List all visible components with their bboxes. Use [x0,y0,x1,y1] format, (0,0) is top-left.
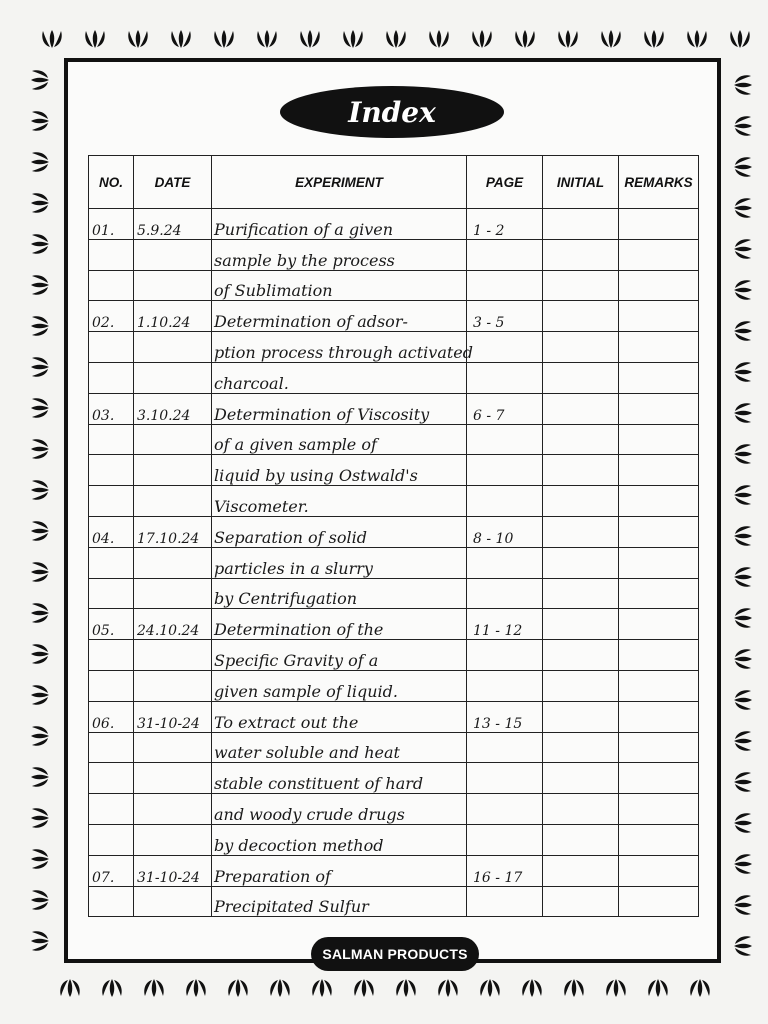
cell-initial [543,763,619,794]
table-row [89,486,699,517]
cell-remarks [619,362,699,393]
cell-initial [543,393,619,424]
cell-experiment: charcoal. [212,362,467,393]
tulip-ornament-icon [734,198,752,217]
cell-no [89,578,134,609]
cell-remarks [619,301,699,332]
tulip-ornament-icon [734,936,752,955]
tulip-ornament-icon [102,979,121,997]
tulip-ornament-icon [734,895,752,914]
tulip-ornament-icon [515,30,534,48]
cell-experiment: by decoction method [212,824,467,855]
footer-brand: SALMAN PRODUCTS [322,946,468,962]
header-date: DATE [134,156,212,209]
cell-page [467,332,543,363]
tulip-ornament-icon [690,979,709,997]
tulip-ornament-icon [214,30,233,48]
tulip-ornament-icon [730,30,749,48]
cell-experiment: Viscometer. [212,486,467,517]
tulip-ornament-icon [128,30,147,48]
cell-date [134,486,212,517]
tulip-ornament-icon [186,979,205,997]
cell-no: 03. [89,393,134,424]
cell-page [467,547,543,578]
cell-initial [543,516,619,547]
cell-initial [543,794,619,825]
cell-page [467,886,543,917]
tulip-ornament-icon [228,979,247,997]
cell-remarks [619,855,699,886]
tulip-ornament-icon [438,979,457,997]
tulip-ornament-icon [429,30,448,48]
cell-date [134,578,212,609]
cell-experiment: Specific Gravity of a [212,640,467,671]
cell-date [134,824,212,855]
tulip-ornament-icon [734,75,752,94]
table-row [89,763,699,794]
table-row [89,824,699,855]
tulip-ornament-icon [171,30,190,48]
footer-brand-banner [311,937,479,971]
cell-experiment: Determination of the [212,609,467,640]
tulip-ornament-icon [31,931,49,950]
cell-initial [543,424,619,455]
tulip-ornament-icon [734,772,752,791]
table-row [89,332,699,363]
cell-no [89,362,134,393]
tulip-ornament-icon [734,854,752,873]
cell-page [467,486,543,517]
cell-no: 02. [89,301,134,332]
cell-date [134,362,212,393]
cell-date [134,670,212,701]
cell-date [134,455,212,486]
table-row [89,640,699,671]
tulip-ornament-icon [558,30,577,48]
cell-page [467,424,543,455]
cell-remarks [619,794,699,825]
tulip-ornament-icon [31,111,49,130]
tulip-ornament-icon [734,731,752,750]
cell-remarks [619,516,699,547]
tulip-ornament-icon [564,979,583,997]
cell-experiment: Purification of a given [212,209,467,240]
cell-experiment: Determination of adsor- [212,301,467,332]
tulip-ornament-icon [31,234,49,253]
page-title: Index [348,95,436,129]
cell-page [467,763,543,794]
cell-date: 31-10-24 [134,701,212,732]
cell-experiment: To extract out the [212,701,467,732]
cell-initial [543,270,619,301]
cell-initial [543,609,619,640]
cell-initial [543,578,619,609]
cell-no [89,332,134,363]
cell-date: 31-10-24 [134,855,212,886]
cell-page [467,455,543,486]
cell-date: 17.10.24 [134,516,212,547]
cell-date: 1.10.24 [134,301,212,332]
cell-initial [543,855,619,886]
table-row [89,424,699,455]
tulip-ornament-icon [734,813,752,832]
tulip-ornament-icon [734,239,752,258]
cell-date [134,886,212,917]
tulip-ornament-icon [31,357,49,376]
cell-date [134,332,212,363]
tulip-ornament-icon [31,439,49,458]
cell-experiment: water soluble and heat [212,732,467,763]
tulip-ornament-icon [31,890,49,909]
cell-page [467,824,543,855]
tulip-ornament-icon [734,403,752,422]
table-row [89,732,699,763]
header-remarks: REMARKS [619,156,699,209]
tulip-ornament-icon [31,70,49,89]
table-row [89,516,699,547]
cell-page [467,362,543,393]
cell-experiment: of a given sample of [212,424,467,455]
cell-no: 05. [89,609,134,640]
tulip-ornament-icon [472,30,491,48]
tulip-ornament-icon [300,30,319,48]
cell-remarks [619,763,699,794]
cell-no [89,763,134,794]
cell-no [89,886,134,917]
cell-experiment: ption process through activated [212,332,467,363]
table-row [89,362,699,393]
cell-no [89,486,134,517]
tulip-ornament-icon [31,521,49,540]
tulip-ornament-icon [734,157,752,176]
tulip-ornament-icon [354,979,373,997]
cell-remarks [619,270,699,301]
cell-initial [543,362,619,393]
cell-date [134,547,212,578]
cell-remarks [619,209,699,240]
cell-date [134,239,212,270]
tulip-ornament-icon [734,649,752,668]
cell-page [467,578,543,609]
cell-remarks [619,393,699,424]
cell-no: 07. [89,855,134,886]
cell-no [89,670,134,701]
cell-remarks [619,670,699,701]
tulip-ornament-icon [734,444,752,463]
tulip-ornament-icon [734,321,752,340]
cell-page: 13 - 15 [467,701,543,732]
cell-remarks [619,424,699,455]
tulip-ornament-icon [31,644,49,663]
cell-date: 3.10.24 [134,393,212,424]
cell-remarks [619,547,699,578]
table-header-row [89,156,699,209]
cell-initial [543,455,619,486]
cell-initial [543,239,619,270]
cell-no [89,547,134,578]
tulip-ornament-icon [31,316,49,335]
header-experiment: EXPERIMENT [212,156,467,209]
header-initial: INITIAL [543,156,619,209]
cell-no: 06. [89,701,134,732]
cell-experiment: given sample of liquid. [212,670,467,701]
table-row [89,393,699,424]
table-row [89,670,699,701]
cell-page [467,732,543,763]
tulip-ornament-icon [42,30,61,48]
tulip-ornament-icon [522,979,541,997]
table-row [89,886,699,917]
cell-date [134,732,212,763]
tulip-ornament-icon [687,30,706,48]
table-row [89,855,699,886]
tulip-ornament-icon [31,685,49,704]
cell-date [134,424,212,455]
cell-experiment: liquid by using Ostwald's [212,455,467,486]
cell-initial [543,486,619,517]
tulip-ornament-icon [648,979,667,997]
cell-experiment: sample by the process [212,239,467,270]
cell-page: 8 - 10 [467,516,543,547]
table-body [89,209,699,917]
cell-remarks [619,824,699,855]
tulip-ornament-icon [480,979,499,997]
tulip-ornament-icon [734,116,752,135]
cell-remarks [619,486,699,517]
tulip-ornament-icon [734,608,752,627]
cell-initial [543,209,619,240]
cell-date [134,763,212,794]
cell-initial [543,701,619,732]
cell-remarks [619,455,699,486]
tulip-ornament-icon [144,979,163,997]
tulip-ornament-icon [31,767,49,786]
cell-experiment: and woody crude drugs [212,794,467,825]
tulip-ornament-icon [386,30,405,48]
cell-initial [543,332,619,363]
tulip-ornament-icon [734,567,752,586]
cell-remarks [619,640,699,671]
cell-page: 16 - 17 [467,855,543,886]
cell-initial [543,301,619,332]
tulip-ornament-icon [270,979,289,997]
cell-remarks [619,609,699,640]
tulip-ornament-icon [734,485,752,504]
cell-date [134,270,212,301]
cell-page [467,794,543,825]
cell-date [134,794,212,825]
table-row [89,609,699,640]
cell-experiment: Separation of solid [212,516,467,547]
tulip-ornament-icon [734,280,752,299]
tulip-ornament-icon [31,603,49,622]
tulip-ornament-icon [31,808,49,827]
cell-initial [543,670,619,701]
header-no: NO. [89,156,134,209]
tulip-ornament-icon [343,30,362,48]
table-row [89,209,699,240]
tulip-ornament-icon [312,979,331,997]
cell-experiment: stable constituent of hard [212,763,467,794]
cell-no [89,640,134,671]
table-row [89,701,699,732]
cell-remarks [619,886,699,917]
cell-remarks [619,578,699,609]
tulip-ornament-icon [31,275,49,294]
index-title-banner [280,86,504,138]
cell-remarks [619,332,699,363]
cell-experiment: Preparation of [212,855,467,886]
cell-no [89,239,134,270]
table-row [89,301,699,332]
index-table [88,155,699,917]
table-row [89,547,699,578]
header-page: PAGE [467,156,543,209]
cell-page [467,239,543,270]
tulip-ornament-icon [60,979,79,997]
cell-initial [543,886,619,917]
tulip-ornament-icon [734,690,752,709]
table-row [89,455,699,486]
cell-initial [543,732,619,763]
cell-no: 01. [89,209,134,240]
cell-no: 04. [89,516,134,547]
tulip-ornament-icon [85,30,104,48]
tulip-ornament-icon [601,30,620,48]
cell-experiment: by Centrifugation [212,578,467,609]
cell-initial [543,547,619,578]
cell-date: 5.9.24 [134,209,212,240]
cell-experiment: of Sublimation [212,270,467,301]
cell-no [89,424,134,455]
cell-no [89,824,134,855]
tulip-ornament-icon [31,480,49,499]
tulip-ornament-icon [734,362,752,381]
tulip-ornament-icon [31,562,49,581]
tulip-ornament-icon [644,30,663,48]
cell-page [467,640,543,671]
cell-page: 1 - 2 [467,209,543,240]
cell-page [467,270,543,301]
cell-experiment: particles in a slurry [212,547,467,578]
cell-no [89,794,134,825]
cell-remarks [619,732,699,763]
cell-no [89,270,134,301]
tulip-ornament-icon [606,979,625,997]
table-row [89,578,699,609]
tulip-ornament-icon [734,526,752,545]
cell-date [134,640,212,671]
table-row [89,794,699,825]
tulip-ornament-icon [31,726,49,745]
cell-initial [543,824,619,855]
table-row [89,239,699,270]
cell-page: 6 - 7 [467,393,543,424]
cell-no [89,732,134,763]
cell-remarks [619,239,699,270]
tulip-ornament-icon [31,849,49,868]
tulip-ornament-icon [257,30,276,48]
cell-page [467,670,543,701]
tulip-ornament-icon [396,979,415,997]
cell-experiment: Precipitated Sulfur [212,886,467,917]
tulip-ornament-icon [31,152,49,171]
cell-experiment: Determination of Viscosity [212,393,467,424]
cell-date: 24.10.24 [134,609,212,640]
cell-page: 3 - 5 [467,301,543,332]
table-row [89,270,699,301]
cell-no [89,455,134,486]
cell-page: 11 - 12 [467,609,543,640]
tulip-ornament-icon [31,398,49,417]
cell-initial [543,640,619,671]
cell-remarks [619,701,699,732]
tulip-ornament-icon [31,193,49,212]
